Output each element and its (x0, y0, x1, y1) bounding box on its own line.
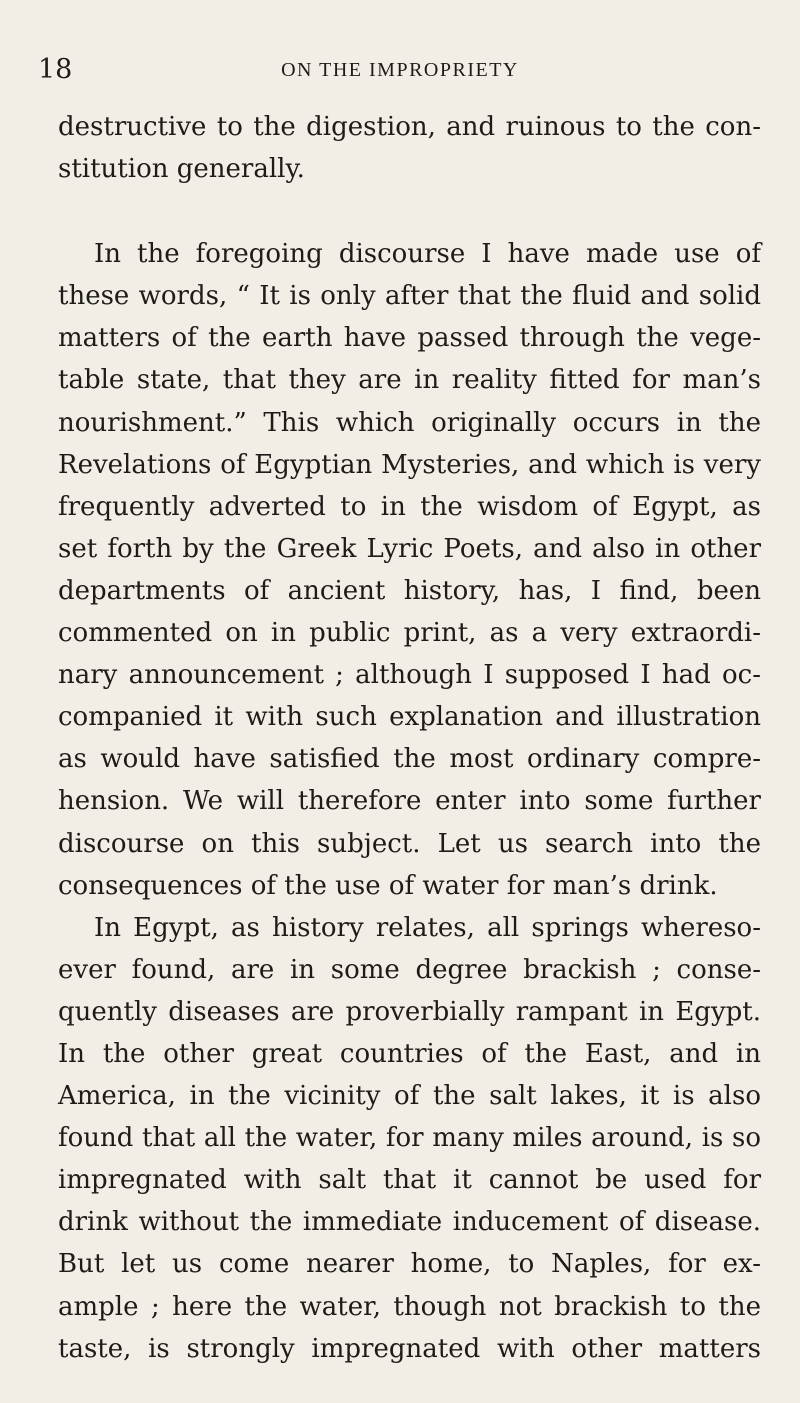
text-line: drink without the immediate inducement of disease. (58, 1207, 761, 1238)
text-line: But let us come nearer home, to Naples, for ex- (58, 1249, 761, 1280)
text-line: discourse on this subject. Let us search into the (58, 828, 761, 859)
body-text (58, 106, 761, 1370)
page-header (38, 50, 762, 90)
paragraph-3 (58, 907, 761, 1370)
text-line: ample ; here the water, though not brackish to the (58, 1291, 761, 1322)
text-line: impregnated with salt that it cannot be used for (58, 1165, 761, 1196)
text-line: set forth by the Greek Lyric Poets, and also in other (58, 533, 761, 564)
text-line: In the foregoing discourse I have made use of (94, 239, 761, 270)
text-line: In the other great countries of the East, and in (58, 1038, 761, 1069)
text-line: ever found, are in some degree brackish ; conse- (58, 954, 761, 985)
running-head: ON THE IMPROPRIETY (281, 59, 519, 81)
text-line: as would have satisfied the most ordinary compre- (58, 744, 761, 775)
text-line: In Egypt, as history relates, all springs whereso- (94, 912, 761, 943)
text-line: commented on in public print, as a very extraordi- (58, 618, 761, 649)
paragraph-gap (58, 190, 761, 233)
text-line: table state, that they are in reality fitted for man’s (58, 365, 761, 396)
text-line: Revelations of Egyptian Mysteries, and which is very (58, 449, 761, 480)
text-line: America, in the vicinity of the salt lakes, it is also (58, 1081, 761, 1112)
text-line: companied it with such explanation and illustration (58, 702, 761, 733)
text-line: matters of the earth have passed through the vege- (58, 323, 761, 354)
text-line: frequently adverted to in the wisdom of Egypt, as (58, 491, 761, 522)
text-line: consequences of the use of water for man’s drink. (58, 870, 718, 901)
text-line: departments of ancient history, has, I find, been (58, 575, 761, 606)
text-line: stitution generally. (58, 154, 305, 185)
text-line: hension. We will therefore enter into some further (58, 786, 761, 817)
paragraph-2 (58, 233, 761, 907)
paragraph-1 (58, 106, 761, 190)
text-line: nary announcement ; although I supposed I had oc- (58, 660, 761, 691)
text-line: taste, is strongly impregnated with other matters (58, 1333, 761, 1364)
text-line: found that all the water, for many miles around, is so (58, 1123, 761, 1154)
page-number: 18 (38, 54, 73, 85)
text-line: destructive to the digestion, and ruinous to the con- (58, 112, 761, 142)
text-line: quently diseases are proverbially rampant in Egypt. (58, 996, 761, 1027)
text-line: these words, “ It is only after that the fluid and solid (58, 281, 761, 312)
text-line: nourishment.” This which originally occurs in the (58, 407, 761, 438)
